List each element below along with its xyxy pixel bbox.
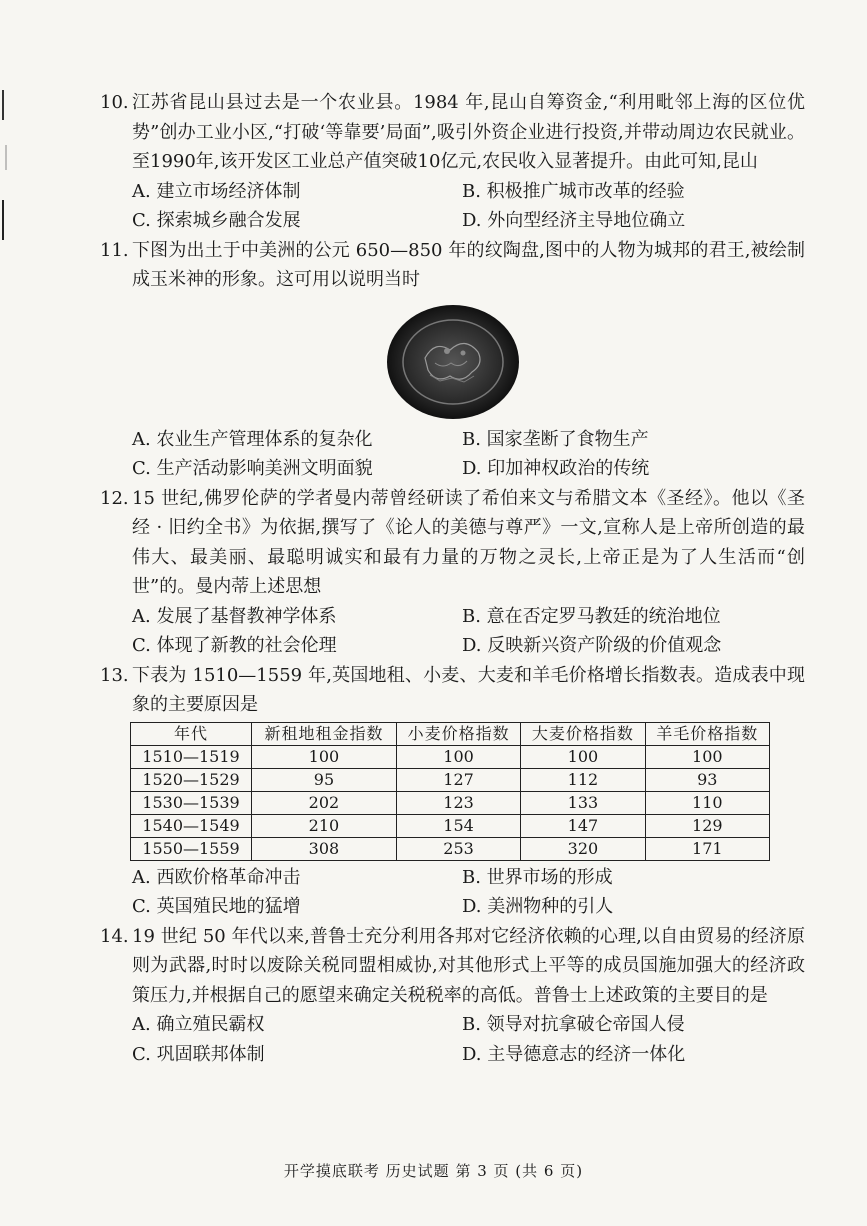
table-cell: 1540—1549 <box>131 814 252 837</box>
table-cell: 210 <box>252 814 397 837</box>
table-header-row <box>131 722 770 745</box>
question-number: 13. <box>100 664 129 686</box>
question-number: 14. <box>100 925 129 947</box>
scan-edge-marks <box>0 90 12 250</box>
table-cell: 110 <box>645 791 769 814</box>
table-header-cell: 新租地租金指数 <box>252 722 397 745</box>
table-cell: 320 <box>521 837 645 860</box>
table-row <box>131 745 770 768</box>
table-cell: 202 <box>252 791 397 814</box>
table-cell: 1510—1519 <box>131 745 252 768</box>
question-number: 10. <box>100 92 129 113</box>
table-row <box>131 768 770 791</box>
table-cell: 129 <box>645 814 769 837</box>
option-b: B. 国家垄断了食物生产 <box>462 428 649 450</box>
question-stem: 15 世纪,佛罗伦萨的学者曼内蒂曾经研读了希伯来文与希腊文本《圣经》。他以《圣经 · 旧约全书》为依据,撰写了《论人的美德与尊严》一文,宣称人是上帝所创造的最伟大、最美丽、最聪明诚实和最有力量的万物之灵长,上帝正是为了人生活而“创世”的。曼内蒂上述思想 <box>132 487 805 597</box>
table-cell: 253 <box>396 837 520 860</box>
option-a: A. 西欧价格革命冲击 <box>132 866 301 888</box>
option-c: C. 生产活动影响美洲文明面貌 <box>132 458 373 479</box>
option-c: C. 探索城乡融合发展 <box>132 210 301 231</box>
table-cell: 93 <box>645 768 769 791</box>
option-d: D. 美洲物种的引人 <box>462 896 614 917</box>
table-header-cell: 羊毛价格指数 <box>645 722 769 745</box>
table-cell: 154 <box>396 814 520 837</box>
exam-page <box>100 88 805 1069</box>
option-d: D. 反映新兴资产阶级的价值观念 <box>462 635 722 656</box>
table-cell: 123 <box>396 791 520 814</box>
option-c: C. 巩固联邦体制 <box>132 1043 265 1065</box>
question-stem: 江苏省昆山县过去是一个农业县。1984 年,昆山自筹资金,“利用毗邻上海的区位优势”创办工业小区,“打破‘等靠要’局面”,吸引外资企业进行投资,并带动周边农民就业。至1990年,该开发区工业总产值突破10亿元,农民收入显著提升。由此可知,昆山 <box>132 92 805 172</box>
question-12 <box>100 484 805 661</box>
table-cell: 308 <box>252 837 397 860</box>
question-stem: 19 世纪 50 年代以来,普鲁士充分利用各邦对它经济依赖的心理,以自由贸易的经济原则为武器,时时以废除关税同盟相威协,对其他形式上平等的成员国施加强大的经济政策压力,并根据自己的愿望来确定关税税率的高低。普鲁士上述政策的主要目的是 <box>132 925 805 1006</box>
question-stem: 下图为出土于中美洲的公元 650—850 年的纹陶盘,图中的人物为城邦的君王,被绘制成玉米神的形象。这可用以说明当时 <box>132 239 805 290</box>
table-cell: 100 <box>252 745 397 768</box>
table-header-cell: 年代 <box>131 722 252 745</box>
question-number: 11. <box>100 239 129 261</box>
table-header-cell: 小麦价格指数 <box>396 722 520 745</box>
option-a: A. 确立殖民霸权 <box>132 1014 265 1035</box>
table-row <box>131 791 770 814</box>
table-row <box>131 837 770 860</box>
question-11 <box>100 236 805 484</box>
option-a: A. 建立市场经济体制 <box>132 180 301 202</box>
table-cell: 1520—1529 <box>131 768 252 791</box>
question-13 <box>100 661 805 922</box>
table-cell: 1530—1539 <box>131 791 252 814</box>
price-index-table <box>130 722 770 861</box>
option-b: B. 意在否定罗马教廷的统治地位 <box>462 605 721 627</box>
table-cell: 95 <box>252 768 397 791</box>
question-14 <box>100 922 805 1070</box>
table-cell: 112 <box>521 768 645 791</box>
option-d: D. 主导德意志的经济一体化 <box>462 1043 686 1065</box>
option-b: B. 积极推广城市改革的经验 <box>462 180 685 202</box>
page-footer: 开学摸底联考 历史试题 第 3 页 (共 6 页) <box>283 1162 584 1180</box>
table-cell: 100 <box>396 745 520 768</box>
option-c: C. 体现了新教的社会伦理 <box>132 635 337 656</box>
table-cell: 100 <box>645 745 769 768</box>
table-row <box>131 814 770 837</box>
option-b: B. 世界市场的形成 <box>462 866 613 888</box>
option-d: D. 印加神权政治的传统 <box>462 458 650 479</box>
option-d: D. 外向型经济主导地位确立 <box>462 210 686 231</box>
pottery-plate-figure <box>100 295 805 425</box>
question-10 <box>100 88 805 236</box>
table-cell: 133 <box>521 791 645 814</box>
question-number: 12. <box>100 487 129 509</box>
table-cell: 100 <box>521 745 645 768</box>
option-c: C. 英国殖民地的猛增 <box>132 896 301 917</box>
pottery-plate-image <box>385 303 521 421</box>
option-a: A. 农业生产管理体系的复杂化 <box>132 428 373 450</box>
table-cell: 147 <box>521 814 645 837</box>
table-cell: 1550—1559 <box>131 837 252 860</box>
option-a: A. 发展了基督教神学体系 <box>132 605 337 627</box>
question-stem: 下表为 1510—1559 年,英国地租、小麦、大麦和羊毛价格增长指数表。造成表中现象的主要原因是 <box>132 664 805 715</box>
table-cell: 127 <box>396 768 520 791</box>
table-header-cell: 大麦价格指数 <box>521 722 645 745</box>
table-cell: 171 <box>645 837 769 860</box>
option-b: B. 领导对抗拿破仑帝国人侵 <box>462 1014 685 1035</box>
